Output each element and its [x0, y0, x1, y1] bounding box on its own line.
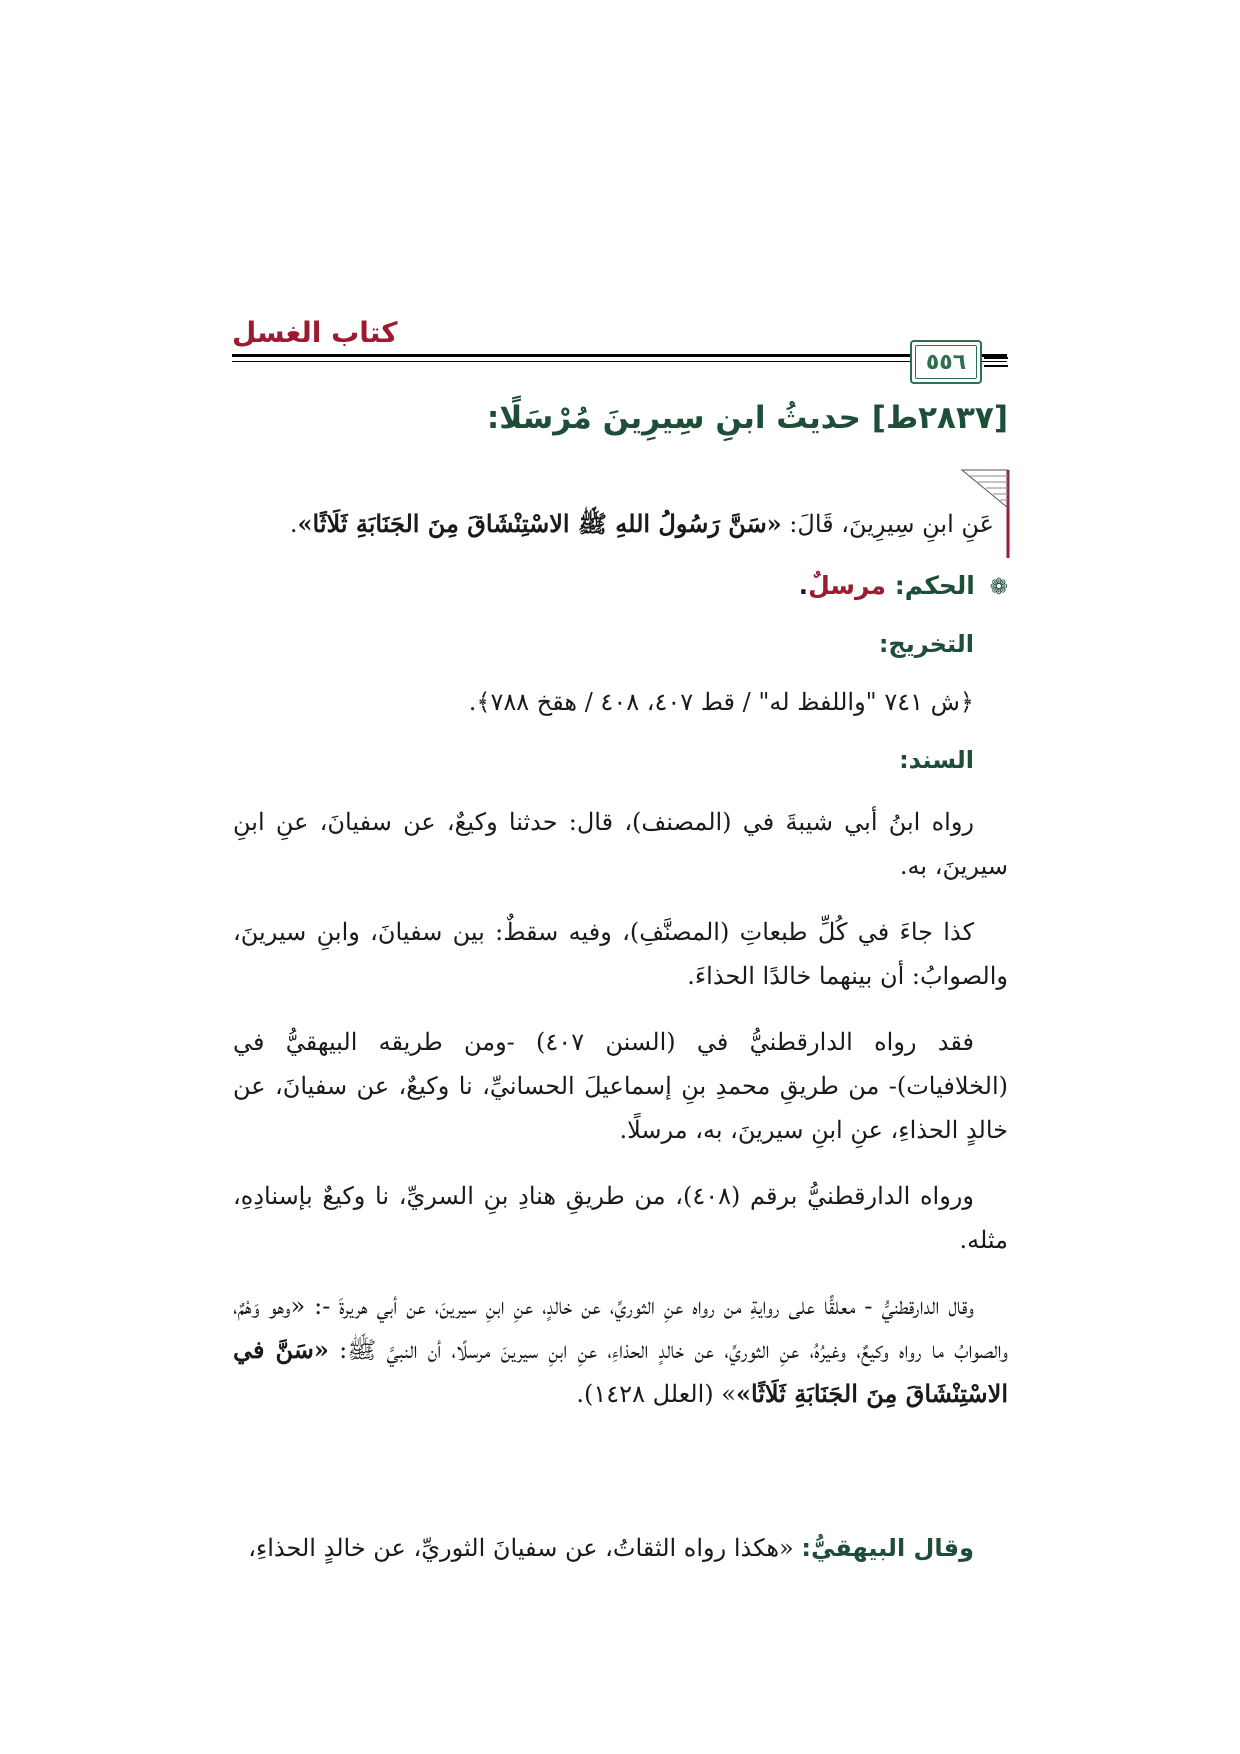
- page-number: ٥٥٦: [925, 349, 967, 375]
- header-rule-thick: [232, 354, 1007, 357]
- paragraph-3: فقد رواه الدارقطنيُّ في (السنن ٤٠٧) -ومن طريقه البيهقيُّ في (الخلافيات)- من طريقِ محمدِ بنِ إسماعيلَ الحسانيِّ، نا وكيعٌ، عن سفيانَ، عن خالدٍ الحذاءِ، عنِ ابنِ سيرينَ، به، مرسلًا.: [233, 1028, 1008, 1144]
- paragraph-5-part-a: وقال الدارقطنيُّ - معلقًّا على روايةِ من رواه عنِ الثوريِّ، عن خالدٍ، عنِ ابنِ سيرينَ، عن أبي هريرةَ -: «وهو وَهْمٌ، والصوابُ ما رواه وكيعٌ، وغيرُهُ، عنِ الثوريِّ، عن خالدٍ الحذاءِ، عنِ ابنِ سيرينَ مرسلًا، أن النبيَّ ﷺ:: [233, 1292, 1008, 1364]
- hukm-value: مرسلٌ: [808, 571, 886, 600]
- hadith-matn: «سَنَّ رَسُولُ اللهِ ﷺ الاسْتِنْشَاقَ مِنَ الجَنَابَةِ ثَلَاثًا»: [297, 509, 782, 538]
- paragraph-4: ورواه الدارقطنيُّ برقم (٤٠٨)، من طريقِ هنادِ بنِ السريِّ، نا وكيعٌ بإسنادِهِ، مثله.: [233, 1182, 1008, 1254]
- paragraph-5-part-c: » (العلل ١٤٢٨).: [576, 1380, 736, 1408]
- paragraph-1: رواه ابنُ أبي شيبةَ في (المصنف)، قال: حدثنا وكيعٌ، عن سفيانَ، عنِ ابنِ سيرينَ، به.: [233, 808, 1008, 880]
- hadith-end: .: [289, 510, 298, 538]
- hadith-intro: عَنِ ابنِ سِيرِينَ، قَالَ:: [781, 510, 994, 538]
- page-number-frame: [910, 340, 982, 384]
- flower-ornament-icon: ❁: [989, 575, 1008, 600]
- hadith-text: [244, 502, 994, 546]
- paragraph-5: [233, 1284, 1008, 1416]
- header-rule-end: [984, 357, 1008, 367]
- sanad-heading: السند:: [899, 746, 974, 774]
- takhrij-text: ﴿ش ٧٤١ "واللفظ له" / قط ٤٠٧، ٤٠٨ / هقخ ٧٨٨﴾.: [468, 688, 974, 716]
- hadith-title: [٢٨٣٧ط] حديثُ ابنِ سِيرِينَ مُرْسَلًا:: [486, 400, 1008, 436]
- takhrij-heading: التخريج:: [878, 630, 974, 658]
- hukm-line: [799, 564, 1008, 610]
- header-rule: [232, 354, 1007, 366]
- hukm-end: .: [798, 571, 809, 600]
- hukm-label: الحكم:: [894, 571, 975, 600]
- paragraph-6-lead: وقال البيهقيُّ:: [801, 1534, 974, 1562]
- paragraph-6-rest: «هكذا رواه الثقاتُ، عن سفيانَ الثوريِّ، عن خالدٍ الحذاءِ،: [248, 1534, 802, 1562]
- header-rule-thin: [232, 361, 1007, 362]
- paragraph-2: كذا جاءَ في كُلِّ طبعاتِ (المصنَّفِ)، وفيه سقطٌ: بين سفيانَ، وابنِ سيرينَ، والصوابُ: أن بينهما خالدًا الحذاءَ.: [233, 918, 1008, 990]
- paragraph-5-matn: «سَنَّ في الاسْتِنْشَاقَ مِنَ الجَنَابَةِ ثَلَاثًا»: [233, 1335, 1008, 1408]
- paragraph-6: [233, 1526, 1008, 1570]
- book-title: كتاب الغسل: [232, 316, 398, 349]
